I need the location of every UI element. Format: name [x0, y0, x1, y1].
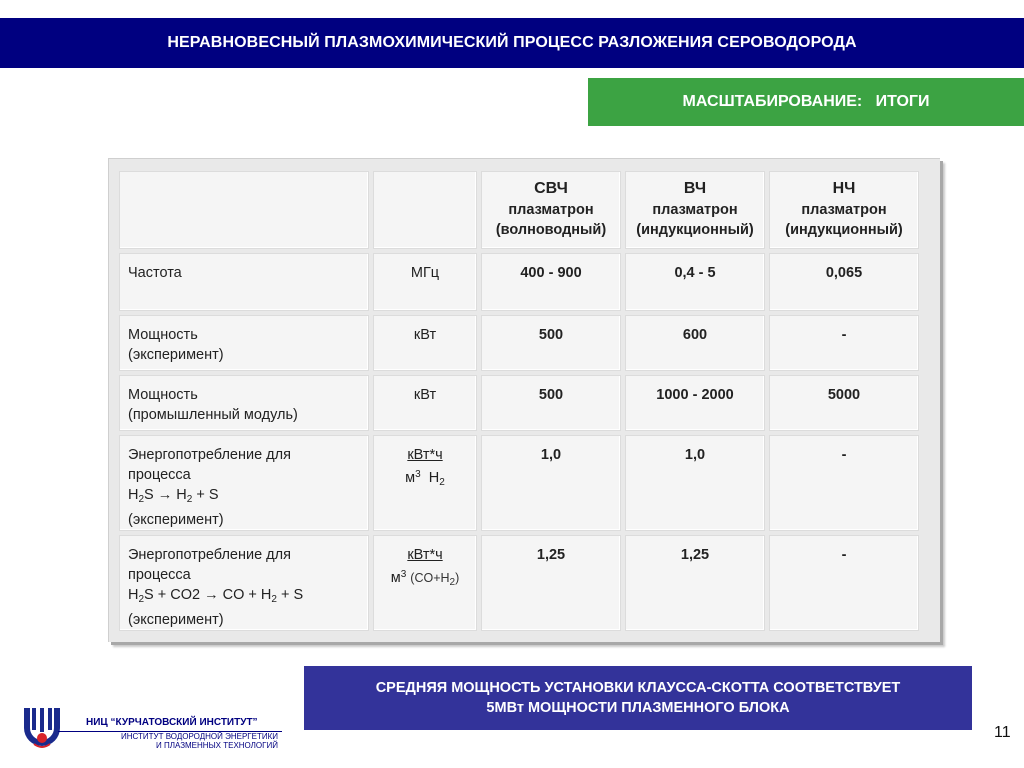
value-cell: 400 - 900 [481, 253, 621, 311]
value-cell: - [769, 315, 919, 371]
value-cell: 1,0 [625, 435, 765, 531]
value-cell: 5000 [769, 375, 919, 431]
slide-title: НЕРАВНОВЕСНЫЙ ПЛАЗМОХИМИЧЕСКИЙ ПРОЦЕСС РАЗЛОЖЕНИЯ СЕРОВОДОРОДА [167, 34, 857, 51]
unit-denominator: $м^3$ $H_2$ [405, 469, 445, 488]
table-row-frequency [119, 253, 919, 311]
param-label-note: (эксперимент) [128, 612, 224, 628]
param-label-note: (промышленный модуль) [128, 407, 298, 423]
param-cell [119, 535, 369, 631]
value-cell: 1,25 [481, 535, 621, 631]
column-header-lf [769, 171, 919, 249]
value-cell: - [769, 535, 919, 631]
param-cell [119, 375, 369, 431]
param-label-2: процесса [128, 567, 191, 583]
unit-cell: кВт [373, 315, 477, 371]
conclusion-line2: 5МВт МОЩНОСТИ ПЛАЗМЕННОГО БЛОКА [486, 700, 790, 716]
column-sub1: плазматрон [652, 202, 738, 218]
comparison-table-frame [108, 158, 940, 642]
unit-cell: МГц [373, 253, 477, 311]
param-label-note: (эксперимент) [128, 347, 224, 363]
slide-subtitle: МАСШТАБИРОВАНИЕ: ИТОГИ [682, 93, 930, 110]
org-name: НИЦ “КУРЧАТОВСКИЙ ИНСТИТУТ” [86, 717, 258, 728]
reaction-formula: $H_2S \to H_2 + S$ [128, 487, 219, 505]
unit-cell: кВт [373, 375, 477, 431]
param-cell [119, 253, 369, 311]
param-label: Мощность [128, 327, 198, 343]
column-sub2: (индукционный) [636, 222, 754, 238]
param-cell [119, 435, 369, 531]
reaction-formula: $H_2S + CO2$ → CO + $H_2 + S$ [128, 587, 304, 605]
value-cell: 500 [481, 315, 621, 371]
table-header-row [119, 171, 919, 249]
unit-denominator: $м^3$ $(CO+H_2)$ [390, 569, 460, 588]
value-cell: 0,4 - 5 [625, 253, 765, 311]
param-label: Энергопотребление для [128, 447, 291, 463]
unit-cell [373, 535, 477, 631]
title-bar [0, 18, 1024, 68]
param-label: Энергопотребление для [128, 547, 291, 563]
subtitle-box [588, 78, 1024, 126]
column-name: НЧ [832, 180, 856, 197]
param-cell [119, 315, 369, 371]
column-sub1: плазматрон [801, 202, 887, 218]
column-header-hf [625, 171, 765, 249]
column-header-microwave [481, 171, 621, 249]
org-subtitle-line1: ИНСТИТУТ ВОДОРОДНОЙ ЭНЕРГЕТИКИ [120, 732, 278, 741]
column-sub2: (индукционный) [785, 222, 903, 238]
param-label-2: процесса [128, 467, 191, 483]
org-subtitle [100, 732, 278, 750]
value-cell: 500 [481, 375, 621, 431]
column-name: ВЧ [683, 180, 707, 197]
org-subtitle-line2: И ПЛАЗМЕННЫХ ТЕХНОЛОГИЙ [155, 741, 278, 750]
value-cell: 1,0 [481, 435, 621, 531]
table-row-energy-h2s-co2 [119, 535, 919, 631]
value-cell: - [769, 435, 919, 531]
header-empty-cell [119, 171, 369, 249]
column-sub2: (волноводный) [495, 222, 607, 238]
unit-cell [373, 435, 477, 531]
table-row-energy-h2s [119, 435, 919, 531]
conclusion-box [304, 666, 972, 730]
column-sub1: плазматрон [508, 202, 594, 218]
value-cell: 1000 - 2000 [625, 375, 765, 431]
column-name: СВЧ [534, 180, 568, 197]
header-empty-unit-cell [373, 171, 477, 249]
value-cell: 600 [625, 315, 765, 371]
comparison-table [115, 167, 923, 635]
param-label-note: (эксперимент) [128, 512, 224, 528]
page-number: 11 [994, 724, 1011, 741]
conclusion-line1: СРЕДНЯЯ МОЩНОСТЬ УСТАНОВКИ КЛАУССА-СКОТТА СООТВЕТСТВУЕТ [375, 680, 901, 696]
kurchatov-institute-logo-icon [22, 706, 62, 750]
value-cell: 0,065 [769, 253, 919, 311]
param-label: Мощность [128, 387, 198, 403]
unit-numerator: кВт*ч [407, 547, 443, 563]
unit-numerator: кВт*ч [407, 447, 443, 463]
value-cell: 1,25 [625, 535, 765, 631]
table-row-power-experiment [119, 315, 919, 371]
table-row-power-industrial [119, 375, 919, 431]
param-label: Частота [128, 265, 182, 281]
